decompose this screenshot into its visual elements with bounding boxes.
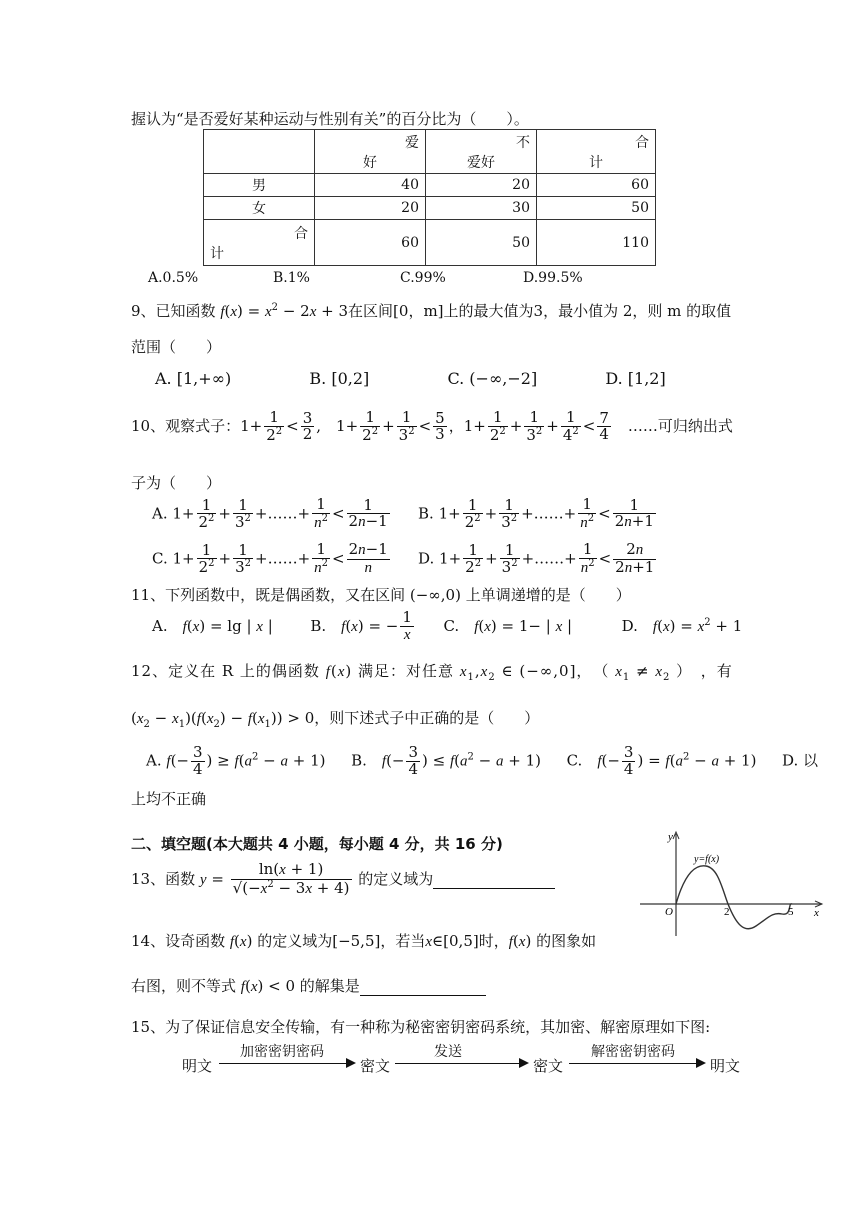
q12-line2: $(x_2 - x_1)(f(x_2) - f(x_1)) > 0$，则下述式子中正确的是（ ） — [131, 709, 540, 730]
table-cell: 女 — [204, 197, 315, 220]
q8-intro: 握认为“是否爱好某种运动与性别有关”的百分比为（ ）。 — [131, 110, 529, 128]
table-corner-cell — [204, 130, 315, 174]
q10-option-c: C. 1+ $\frac{1}{2^2}$ + $\frac{1}{3^2}$ +……+ $\frac{1}{n^2}$ < $\frac{2n-1}{n}$ — [152, 540, 388, 577]
flow-arrow-line — [569, 1063, 696, 1064]
section-title: 二、填空题(本大题共 4 小题，每小题 4 分，共 16 分) — [131, 835, 503, 853]
q11-line1: 11、下列函数中，既是偶函数，又在区间 (−∞,0) 上单调递增的是（ ） — [131, 586, 631, 604]
flow-arrow-line — [219, 1063, 346, 1064]
flow-node-ciphertext: 密文 — [360, 1057, 391, 1075]
function-graph — [632, 826, 832, 946]
table-cell: 50 — [537, 197, 656, 220]
q12-tail: 上均不正确 — [131, 790, 207, 808]
curve — [676, 866, 792, 929]
q9-options: A. [1,+∞) B. [0,2] C. (−∞,−2] D. [1,2] — [155, 369, 666, 388]
q10-line1: 10、观察式子：1+ $\frac{1}{2^2}$ < $\frac{3}{2}$ , 1+ $\frac{1}{2^2}$ + $\frac{1}{3^2}$ < $\frac{5}{3}$ ，1+ $\frac{1}{2^2}$ + $\frac{1}{3^2}$ + $\frac{1}{4^2}$ < $\frac{7}{4}$ ……可归纳出式 — [131, 408, 733, 444]
q10-line2: 子为（ ） — [131, 474, 222, 492]
table-header-cell: 不 爱好 — [426, 130, 537, 174]
table-cell: 60 — [315, 220, 426, 266]
q12-line1: 12、定义在 R 上的偶函数 f(x) 满足：对任意 $x_1,x_2$ ∈ (−∞,0]， （ $x_1 \ne x_2$ ） ，有 — [131, 662, 733, 683]
table-cell: 30 — [426, 197, 537, 220]
flow-node-plaintext: 明文 — [182, 1057, 213, 1075]
q9-line2: 范围（ ） — [131, 338, 222, 356]
table-cell: 20 — [315, 197, 426, 220]
table-cell: 40 — [315, 174, 426, 197]
flow-arrow-head-icon — [696, 1058, 706, 1068]
y-label: y — [668, 831, 673, 843]
flow-arrow-label-send: 发送 — [434, 1044, 462, 1060]
flow-arrow-head-icon — [519, 1058, 529, 1068]
q11-options: A. f(x) = lg | x | B. f(x) = − $\frac{1}{x}$ C. f(x) = 1− | x | D. $f(x) = x^2 + 1$ — [152, 608, 743, 643]
q10-option-d: D. 1+ $\frac{1}{2^2}$ + $\frac{1}{3^2}$ +……+ $\frac{1}{n^2}$ < $\frac{2n}{2n+1}$ — [418, 540, 655, 577]
q10-option-b: B. 1+ $\frac{1}{2^2}$ + $\frac{1}{3^2}$ +……+ $\frac{1}{n^2}$ < $\frac{1}{2n+1}$ — [418, 495, 654, 532]
table-cell: 50 — [426, 220, 537, 266]
contingency-table — [203, 129, 656, 266]
table-cell: 20 — [426, 174, 537, 197]
flow-node-ciphertext: 密文 — [533, 1057, 564, 1075]
q14-line2: 右图，则不等式 f(x) < 0 的解集是 — [131, 975, 486, 996]
tick-2-label: 2 — [724, 906, 730, 918]
q13-line: 13、函数 y = $\frac{\ln(x + 1)}{√(-x^2 - 3x + 4)}$ 的定义域为 — [131, 862, 555, 898]
q9-line1: 9、已知函数 $f(x) = x^2 - 2x + 3$在区间[0，m]上的最大值为3，最小值为 2，则 m 的取值 — [131, 302, 732, 320]
q15-text: 15、为了保证信息安全传输，有一种称为秘密密钥密码系统，其加密、解密原理如下图: — [131, 1018, 711, 1036]
q13-answer-blank — [433, 870, 555, 889]
q14-line1: 14、设奇函数 f(x) 的定义域为[−5,5]，若当x∈[0,5]时，f(x) 的图象如 — [131, 932, 597, 950]
table-cell: 合 计 — [204, 220, 315, 266]
q8-option-b: B.1% — [273, 270, 310, 286]
table-row — [204, 174, 656, 197]
table-row — [204, 197, 656, 220]
table-cell: 110 — [537, 220, 656, 266]
table-header-cell: 合 计 — [537, 130, 656, 174]
q12-options: A. f(− $\frac{3}{4}$ ) ≥ $f(a^2 - a + 1)$ B. f(− $\frac{3}{4}$ ) ≤ $f(a^2 - a + 1)$ C. f(− $\frac{3}{4}$ ) = $f(a^2 - a + 1)$ D. 以 — [146, 743, 819, 778]
q10-option-a: A. 1+ $\frac{1}{2^2}$ + $\frac{1}{3^2}$ +……+ $\frac{1}{n^2}$ < $\frac{1}{2n-1}$ — [152, 495, 388, 532]
q8-option-a: A.0.5% — [148, 270, 199, 286]
flow-node-plaintext: 明文 — [710, 1057, 741, 1075]
x-label: x — [814, 907, 819, 919]
q14-answer-blank — [360, 977, 486, 996]
tick-5-label: 5 — [788, 906, 794, 918]
flow-arrow-label-encrypt: 加密密钥密码 — [240, 1044, 324, 1060]
table-cell: 男 — [204, 174, 315, 197]
flow-arrow-label-decrypt: 解密密钥密码 — [591, 1044, 675, 1060]
flow-arrow-line — [395, 1063, 519, 1064]
table-cell: 60 — [537, 174, 656, 197]
flow-arrow-head-icon — [346, 1058, 356, 1068]
table-row — [204, 220, 656, 266]
table-header-cell: 爱 好 — [315, 130, 426, 174]
q8-option-c: C.99% — [400, 270, 446, 286]
q8-option-d: D.99.5% — [523, 270, 583, 286]
curve-label: y=f(x) — [694, 854, 720, 865]
origin-label: O — [665, 906, 673, 918]
